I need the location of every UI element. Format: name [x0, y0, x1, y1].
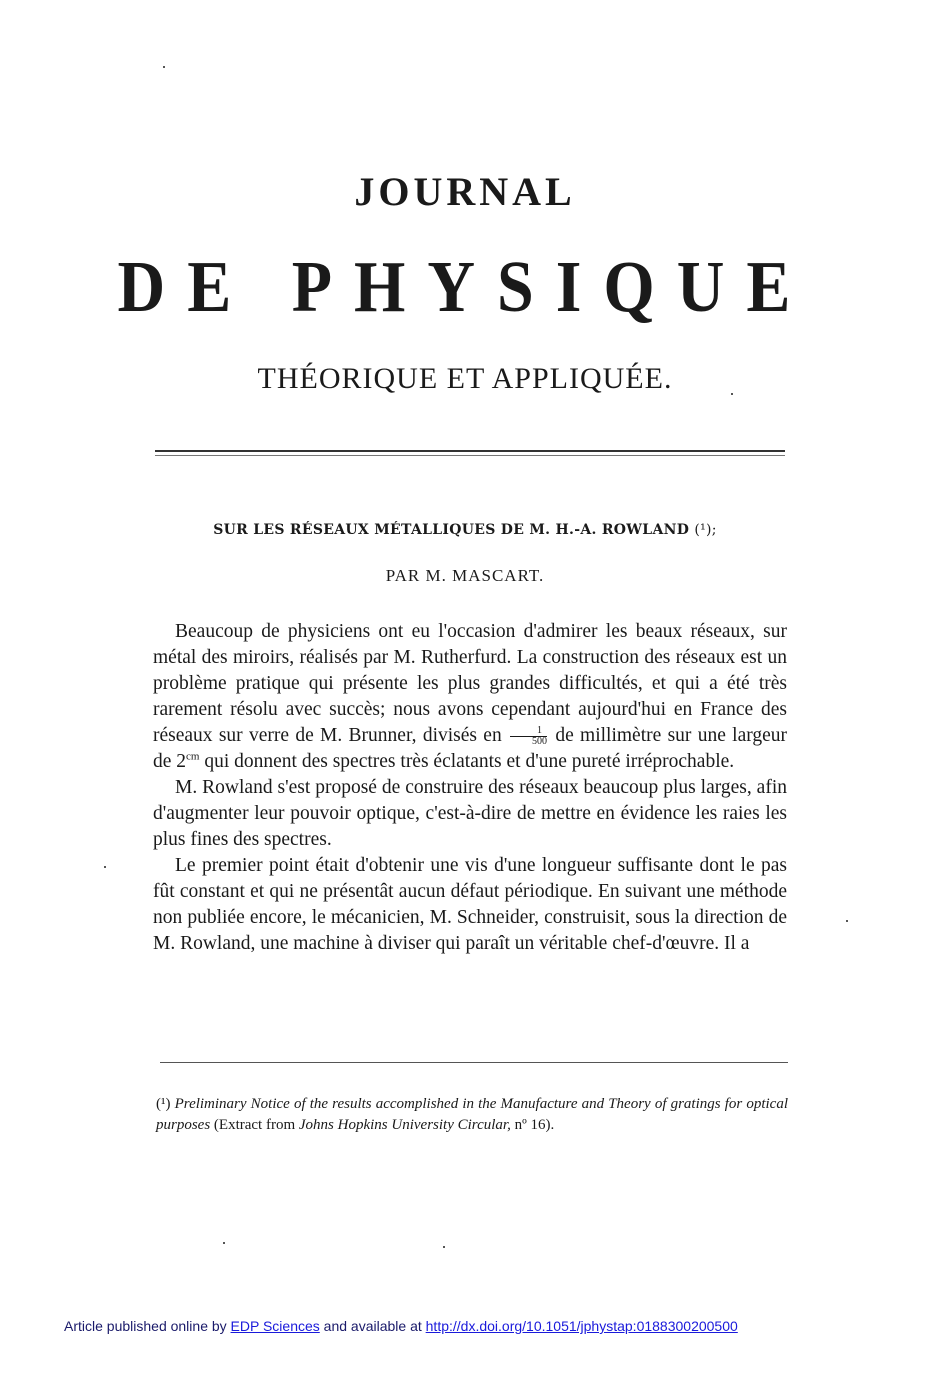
paragraph-1-part-a: Beaucoup de physiciens ont eu l'occasion d'admirer les beaux réseaux, sur métal des miroirs, réalisés par M. Rutherfurd. La construction des réseaux est un problème pratique qui présente les plus grandes difficultés, et qui a été très rarement résolu avec succès; nous avons cependant aujourd'hui en France des réseaux sur verre de M. Brunner, divisés en — [153, 621, 787, 746]
journal-title-line1: JOURNAL — [354, 169, 576, 214]
fraction-numerator: 1 — [510, 726, 547, 737]
doi-link[interactable]: http://dx.doi.org/10.1051/jphystap:0188300200500 — [425, 1318, 738, 1334]
paragraph-1-part-b: de millimètre sur une largeur de 2 — [153, 725, 788, 772]
scan-speck — [846, 920, 848, 922]
footnote-source: Johns Hopkins University Circular, — [298, 1117, 511, 1133]
paragraph-1 — [153, 619, 787, 775]
footnote-title: Preliminary Notice of the results accomplished in the Manufacture and Theory of gratings for optical purposes — [156, 1096, 789, 1133]
scan-speck — [223, 1242, 225, 1244]
footnote-source-prefix: (Extract from — [213, 1117, 296, 1133]
article-title-text: SUR LES RÉSEAUX MÉTALLIQUES DE M. H.-A. ROWLAND — [213, 522, 690, 538]
article-author: PAR M. MASCART. — [385, 566, 545, 585]
article-body — [153, 619, 787, 957]
journal-title-line2: DE PHYSIQUE — [117, 247, 813, 328]
scan-speck — [731, 393, 733, 395]
header-rule — [155, 450, 785, 452]
journal-subtitle: THÉORIQUE ET APPLIQUÉE. — [257, 362, 673, 395]
footnote-rule — [160, 1062, 788, 1063]
footnote-marker: (¹) — [156, 1096, 171, 1112]
paragraph-2: M. Rowland s'est proposé de construire des réseaux beaucoup plus larges, afin d'augmenter leur pouvoir optique, c'est-à-dire de mettre en évidence les raies les plus fines des spectres. — [153, 777, 787, 850]
footer-middle: and available at — [323, 1318, 422, 1334]
footnote-number: nº 16). — [514, 1117, 555, 1133]
paragraph-3: Le premier point était d'obtenir une vis d'une longueur suffisante dont le pas fût constant et qui ne présentât aucun défaut périodique. En suivant une méthode non publiée encore, le mécanicien, M. Schneider, construisit, sous la direction de M. Rowland, une machine à diviser qui paraît un véritable chef-d'œuvre. Il a — [153, 855, 787, 954]
paragraph-1-part-c: qui donnent des spectres très éclatants et d'une pureté irréprochable. — [204, 751, 735, 772]
footnote-reference: (¹); — [694, 522, 717, 538]
scan-speck — [104, 866, 106, 868]
unit-superscript: cm — [186, 750, 200, 763]
publisher-link[interactable]: EDP Sciences — [230, 1318, 320, 1334]
footer-prefix: Article published online by — [64, 1318, 227, 1334]
scan-speck — [163, 66, 165, 68]
fraction — [510, 726, 547, 747]
article-title — [0, 522, 930, 538]
footnote — [156, 1094, 788, 1136]
publication-footer — [64, 1318, 864, 1334]
scan-speck — [443, 1246, 445, 1248]
header-rule-thin — [155, 455, 785, 456]
fraction-denominator: 500 — [532, 736, 548, 748]
